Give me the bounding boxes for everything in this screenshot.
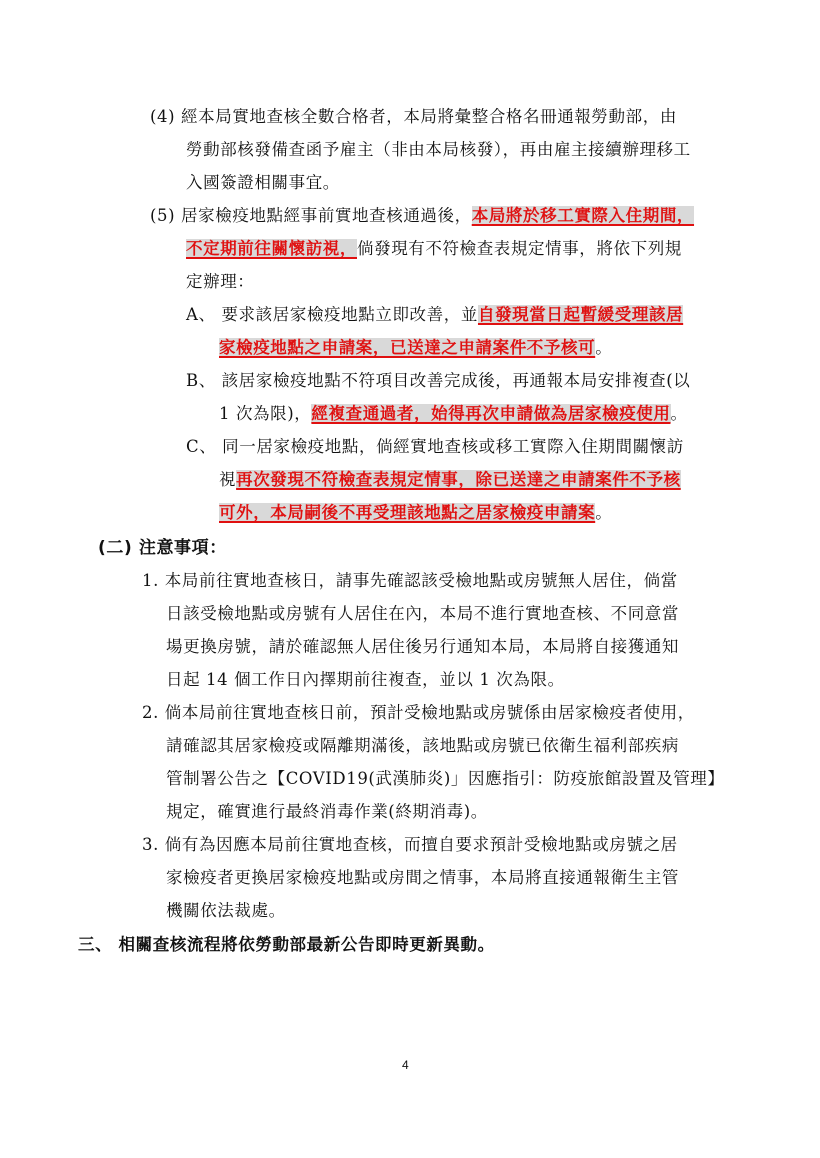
note-2-line-1: 2. 倘本局前往實地查核日前，預計受檢地點或房號係由居家檢疫者使用，: [142, 703, 695, 722]
item-a-line-2: [219, 337, 612, 359]
note-2-line-4: 規定，確實進行最終消毒作業(終期消毒)。: [166, 802, 488, 821]
item-b-line-1: B、 該居家檢疫地點不符項目改善完成後，再通報本局安排複查(以: [186, 371, 691, 390]
item-c-highlight: 再次發現不符檢查表規定情事，除已送達之申請案件不予核: [236, 470, 681, 489]
item-5-text: (5) 居家檢疫地點經事前實地查核通過後，: [150, 206, 472, 225]
section-3-heading: 三、 相關查核流程將依勞動部最新公告即時更新異動。: [78, 935, 495, 954]
item-5-line-2: [186, 238, 682, 260]
item-b-text: 1 次為限)，: [219, 404, 312, 423]
item-b-line-2: [219, 403, 688, 425]
item-5-line-3: 定辦理：: [186, 272, 255, 291]
page-number: 4: [402, 1058, 409, 1072]
item-5-highlight: 本局將於移工實際入住期間，: [471, 206, 695, 225]
item-a-text: 。: [595, 338, 613, 357]
item-b-text: 。: [670, 404, 688, 423]
note-1-line-1: 1. 本局前往實地查核日，請事先確認該受檢地點或房號無人居住，倘當: [142, 571, 678, 590]
item-c-line-3: [219, 502, 612, 524]
item-4-line-2: 勞動部核發備查函予雇主（非由本局核發），再由雇主接續辦理移工: [186, 140, 691, 159]
item-c-text: 。: [595, 503, 613, 522]
item-5-text: 倘發現有不符檢查表規定情事，將依下列規: [357, 239, 682, 258]
item-4-line-3: 入國簽證相關事宜。: [186, 173, 340, 192]
note-3-line-1: 3. 倘有為因應本局前往實地查核，而擅自要求預計受檢地點或房號之居: [142, 835, 678, 854]
note-2-line-3: 管制署公告之【COVID19(武漢肺炎)」因應指引：防疫旅館設置及管理】: [166, 769, 725, 788]
item-c-highlight: 可外，本局嗣後不再受理該地點之居家檢疫申請案: [219, 503, 596, 522]
item-c-text: 視: [219, 470, 237, 489]
notes-heading: (二) 注意事項：: [98, 538, 227, 558]
item-c-line-1: C、 同一居家檢疫地點，倘經實地查核或移工實際入住期間關懷訪: [186, 437, 684, 456]
item-4-line-1: (4) 經本局實地查核全數合格者，本局將彙整合格名冊通報勞動部，由: [150, 107, 677, 126]
item-a-highlight: 自發現當日起暫緩受理該居: [477, 305, 684, 324]
note-1-line-2: 日該受檢地點或房號有人居住在內，本局不進行實地查核、不同意當: [166, 604, 679, 623]
item-a-text: A、 要求該居家檢疫地點立即改善，並: [186, 305, 478, 324]
item-a-highlight: 家檢疫地點之申請案，已送達之申請案件不予核可: [219, 338, 596, 357]
item-5-highlight: 不定期前往關懷訪視，: [186, 239, 357, 258]
note-2-line-2: 請確認其居家檢疫或隔離期滿後，該地點或房號已依衛生福利部疾病: [166, 736, 679, 755]
item-5-line-1: [150, 205, 694, 227]
note-1-line-3: 場更換房號，請於確認無人居住後另行通知本局，本局將自接獲通知: [166, 637, 679, 656]
note-3-line-2: 家檢疫者更換居家檢疫地點或房間之情事，本局將直接通報衛生主管: [166, 868, 679, 887]
note-1-line-4: 日起 14 個工作日內擇期前往複查，並以 1 次為限。: [166, 670, 565, 689]
item-a-line-1: [186, 304, 683, 326]
item-b-highlight: 經複查通過者，始得再次申請做為居家檢疫使用: [311, 404, 671, 423]
note-3-line-3: 機關依法裁處。: [166, 901, 286, 920]
item-c-line-2: [219, 469, 681, 491]
